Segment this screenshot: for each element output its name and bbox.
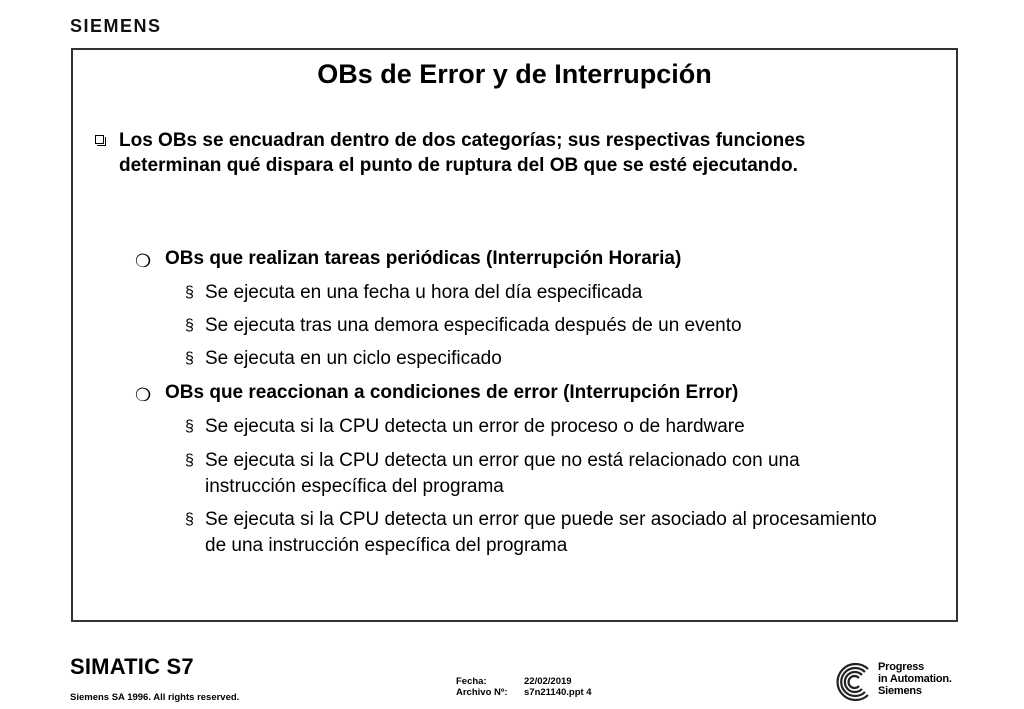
list-item [185, 448, 875, 500]
product-name: SIMATIC S7 [70, 654, 194, 679]
list-item-text: Se ejecuta si la CPU detecta un error que no está relacionado con una instrucción específica del programa [205, 450, 800, 497]
list-item [185, 507, 885, 559]
section-sign-icon: § [185, 511, 194, 528]
section-sign-icon: § [185, 418, 194, 435]
square-bullet-icon [95, 135, 104, 144]
siemens-swirl-icon [832, 661, 874, 703]
tagline-line: Progress [878, 661, 925, 673]
list-item-text: Se ejecuta tras una demora especificada después de un evento [205, 315, 742, 336]
list-item [185, 346, 905, 372]
file-label: Archivo Nº: [456, 687, 508, 698]
copyright-text: Siemens SA 1996. All rights reserved. [70, 692, 240, 703]
section-sign-icon: § [185, 284, 194, 301]
list-item-text: Se ejecuta si la CPU detecta un error de proceso o de hardware [205, 416, 745, 437]
file-meta [456, 676, 592, 698]
category-label: OBs que reaccionan a condiciones de error (Interrupción Error) [165, 382, 739, 403]
date-value: 22/02/2019 [524, 676, 572, 687]
list-item-text: Se ejecuta en un ciclo especificado [205, 348, 502, 369]
siemens-logo: SIEMENS [70, 16, 162, 36]
tagline [878, 661, 952, 697]
date-label: Fecha: [456, 676, 487, 687]
main-bullet-text: Los OBs se encuadran dentro de dos categorías; sus respectivas funciones determinan qué dispara el punto de ruptura del OB que se esté ejecutando. [119, 130, 806, 176]
circle-bullet-icon: ❍ [135, 251, 152, 271]
main-bullet [95, 128, 855, 178]
section-sign-icon: § [185, 350, 194, 367]
list-item [185, 414, 905, 440]
category-error [135, 380, 738, 405]
circle-bullet-icon: ❍ [135, 385, 152, 405]
category-label: OBs que realizan tareas periódicas (Interrupción Horaria) [165, 248, 682, 269]
tagline-line: Siemens [878, 685, 922, 697]
slide-frame [71, 48, 958, 622]
slide-title: OBs de Error y de Interrupción [317, 59, 712, 89]
list-item-text: Se ejecuta si la CPU detecta un error que puede ser asociado al procesamiento de una instrucción específica del programa [205, 509, 877, 556]
file-value: s7n21140.ppt 4 [524, 687, 592, 698]
tagline-line: in Automation. [878, 673, 952, 685]
list-item [185, 313, 905, 339]
section-sign-icon: § [185, 317, 194, 334]
list-item [185, 280, 905, 306]
list-item-text: Se ejecuta en una fecha u hora del día especificada [205, 282, 643, 303]
section-sign-icon: § [185, 452, 194, 469]
category-periodic [135, 246, 681, 271]
